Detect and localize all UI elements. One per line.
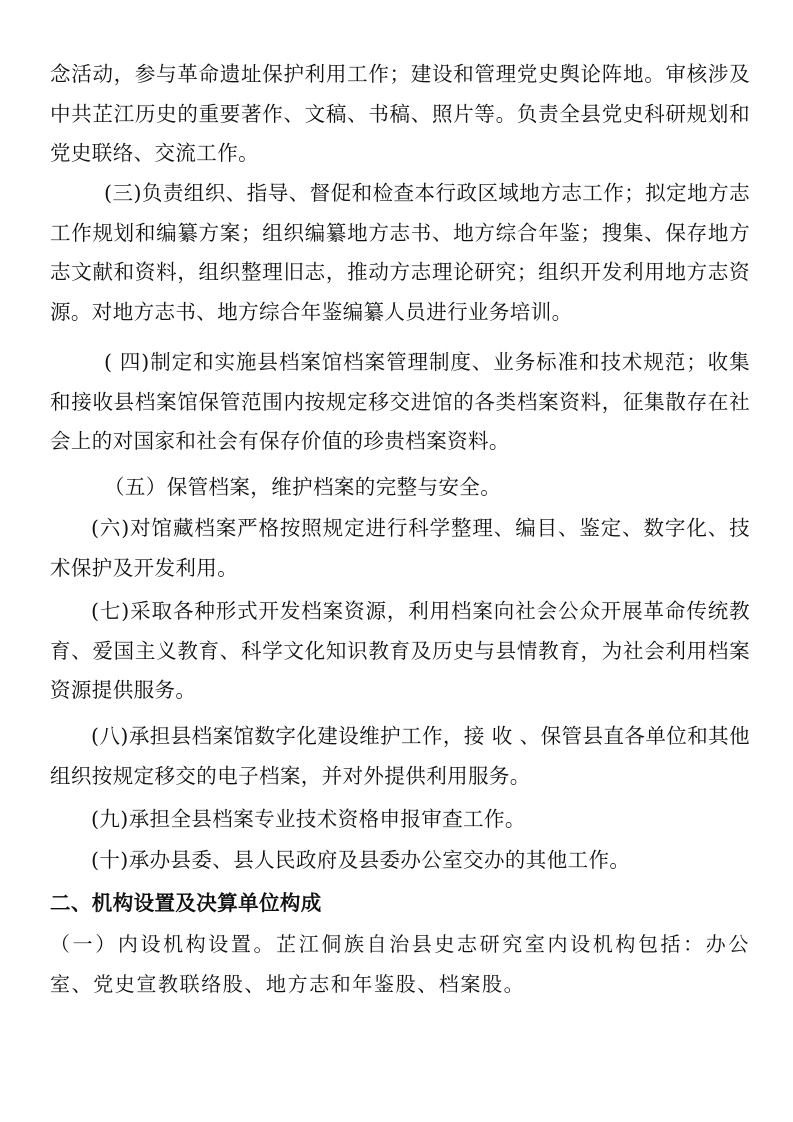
paragraph-item-3: (三)负责组织、指导、督促和检查本行政区域地方志工作；拟定地方志工作规划和编纂方案；组织编纂地方志书、地方综合年鉴；搜集、保存地方志文献和资料，组织整理旧志，推动方志理论研究；组织开发利用地方志资源。对地方志书、地方综合年鉴编纂人员进行业务培训。	[50, 181, 750, 324]
paragraph-item-9: (九)承担全县档案专业技术资格申报审查工作。	[91, 807, 526, 831]
paragraph-item-8: (八)承担县档案馆数字化建设维护工作，接 收 、保管县直各单位和其他组织按规定移交的电子档案，并对外提供利用服务。	[50, 724, 750, 788]
section-paragraph: （一）内设机构设置。芷江侗族自治县史志研究室内设机构包括：办公室、党史宣教联络股、地方志和年鉴股、档案股。	[50, 932, 750, 996]
paragraph-item-6: (六)对馆藏档案严格按照规定进行科学整理、编目、鉴定、数字化、技术保护及开发利用。	[50, 516, 750, 580]
paragraph-item-5: （五）保管档案，维护档案的完整与安全。	[104, 475, 502, 499]
paragraph-item-10: (十)承办县委、县人民政府及县委办公室交办的其他工作。	[91, 848, 631, 872]
paragraph-item-7: (七)采取各种形式开发档案资源，利用档案向社会公众开展革命传统教育、爱国主义教育、科学文化知识教育及历史与县情教育，为社会利用档案资源提供服务。	[50, 599, 750, 702]
paragraph-continuation: 念活动，参与革命遗址保护利用工作；建设和管理党史舆论阵地。审核涉及中共芷江历史的重要著作、文稿、书稿、照片等。负责全县党史科研规划和党史联络、交流工作。	[50, 62, 750, 165]
paragraph-item-4: ( 四)制定和实施县档案馆档案管理制度、业务标准和技术规范；收集和接收县档案馆保管范围内按规定移交进馆的各类档案资料，征集散存在社会上的对国家和社会有保存价值的珍贵档案资料。	[50, 350, 750, 453]
section-heading: 二、机构设置及决算单位构成	[50, 891, 322, 915]
